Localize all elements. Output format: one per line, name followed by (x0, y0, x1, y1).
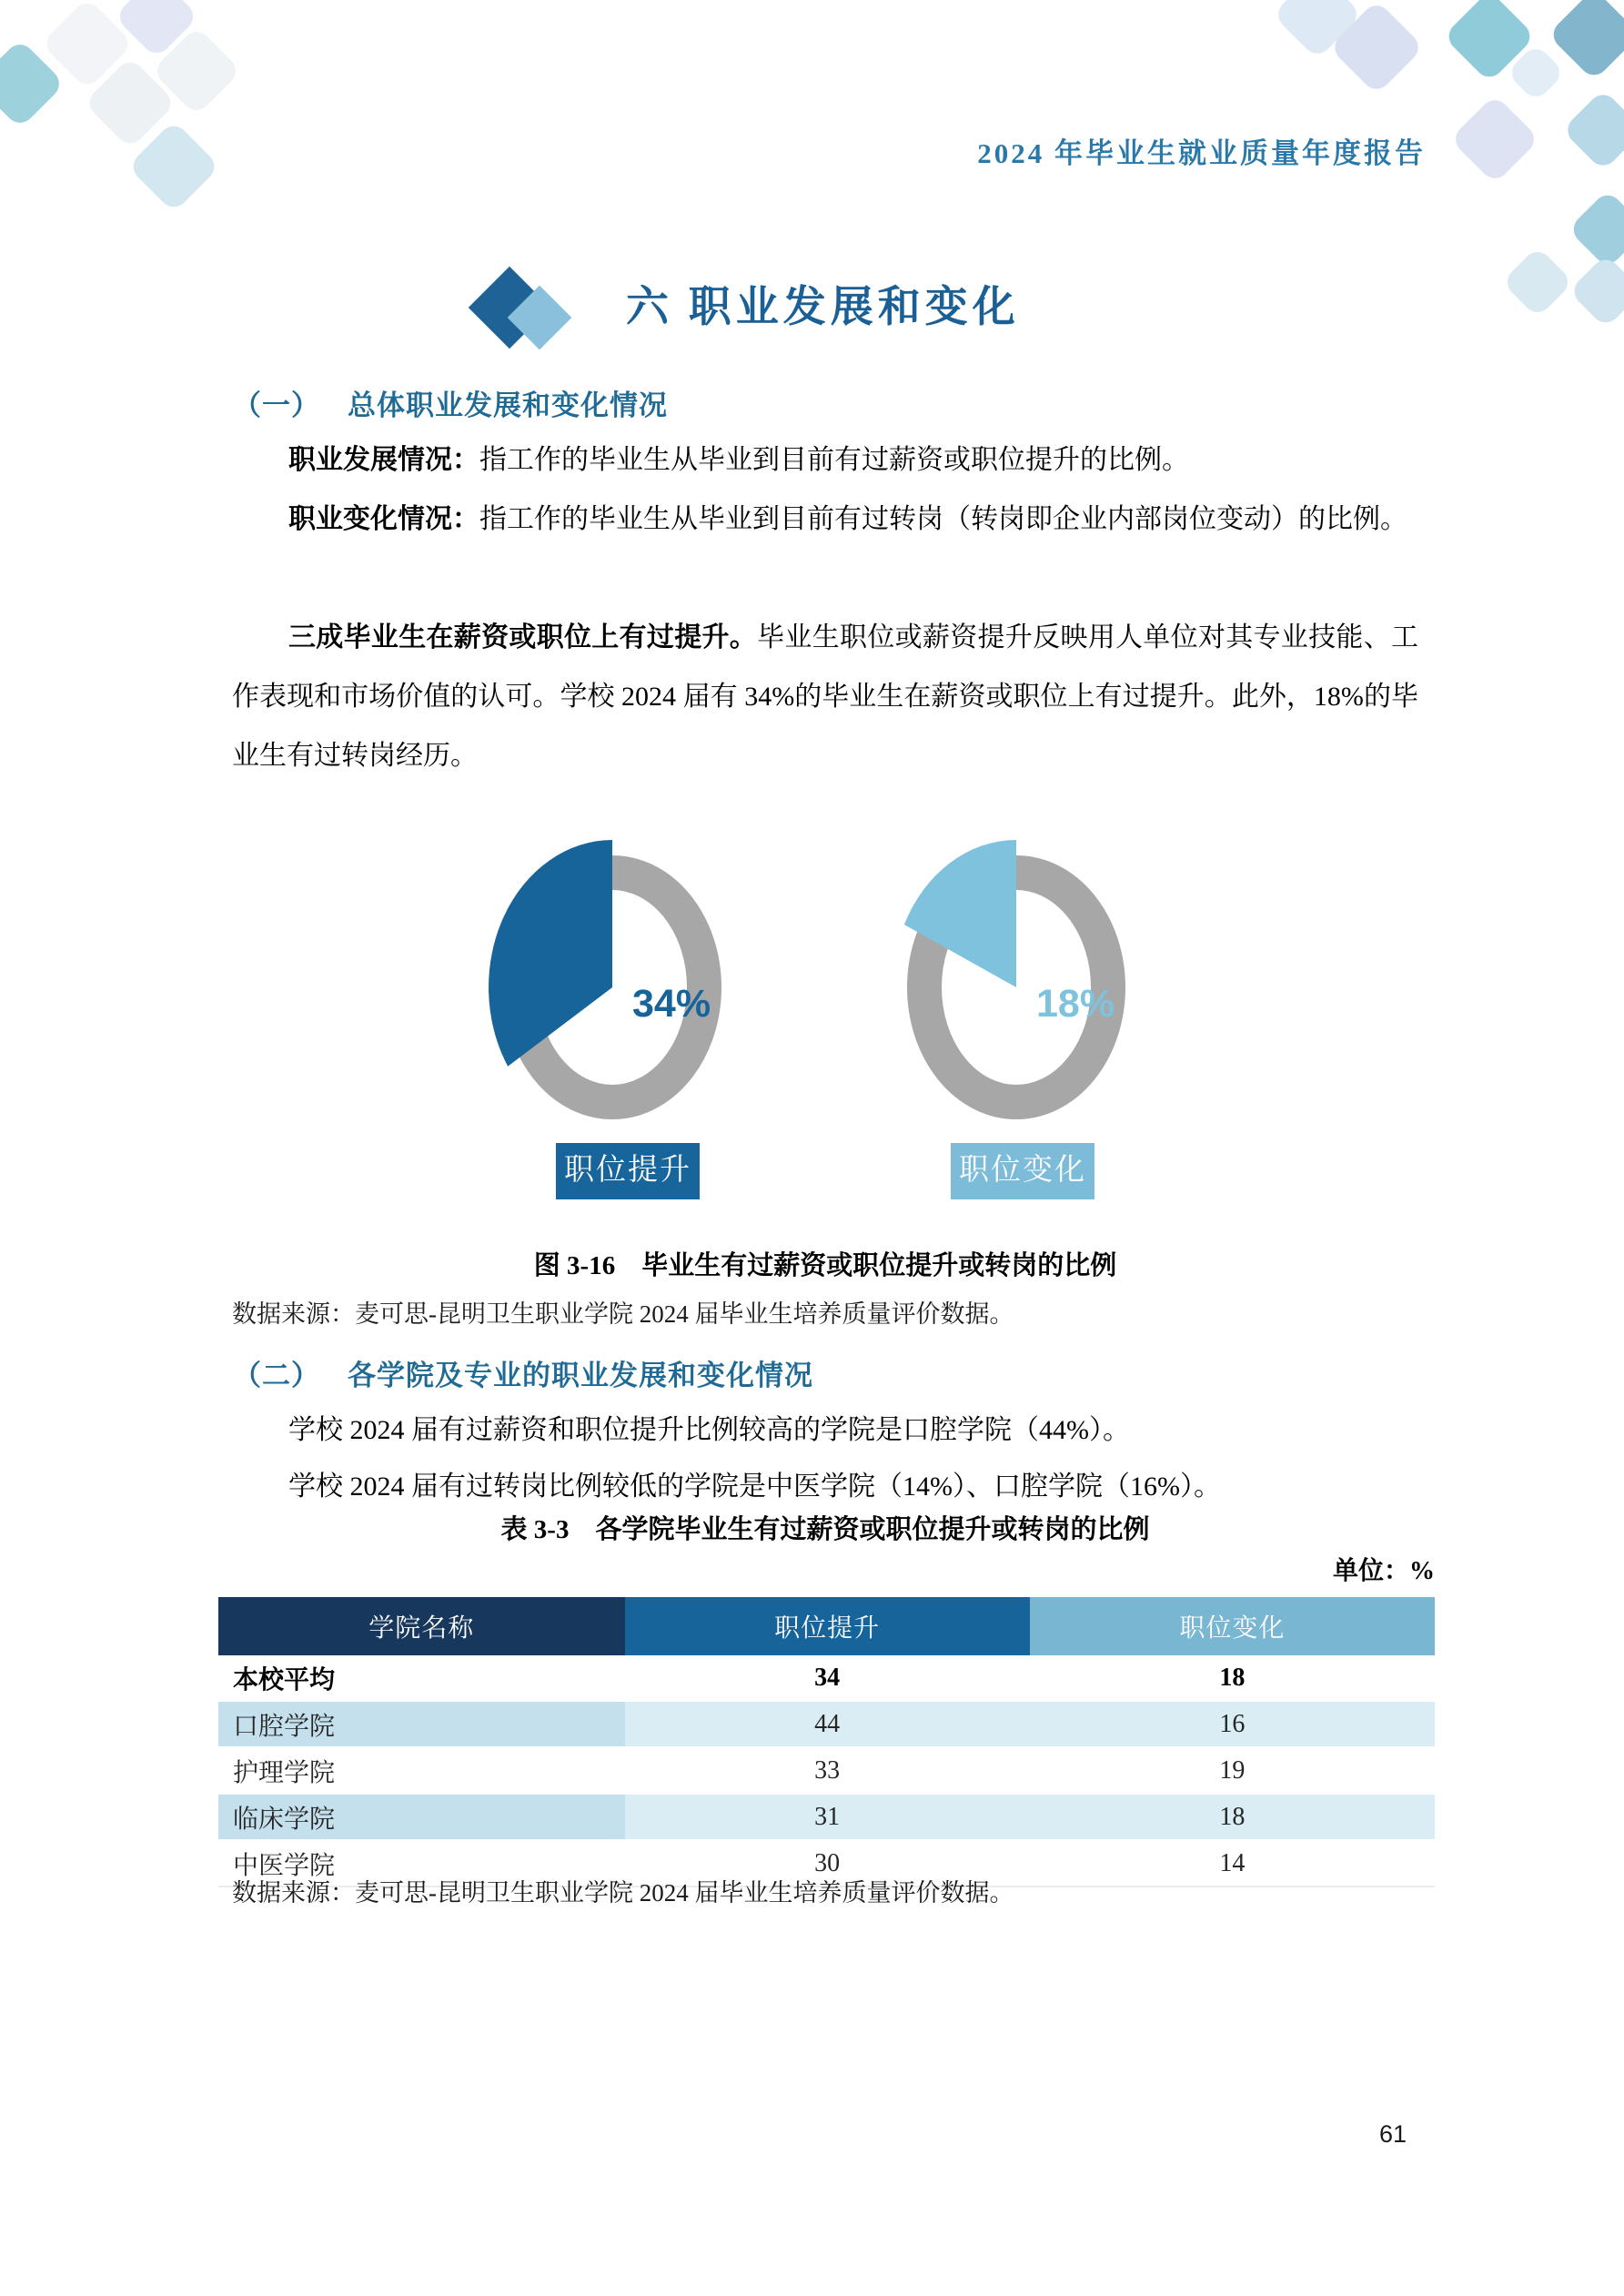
donut-wedge-promotion (489, 840, 612, 1067)
col-header-college: 学院名称 (218, 1597, 625, 1655)
col-header-change: 职位变化 (1030, 1597, 1435, 1655)
paragraph-lead: 三成毕业生在薪资或职位上有过提升。 (288, 622, 758, 652)
paragraph-career-change: 职业变化情况：指工作的毕业生从毕业到目前有过转岗（转岗即企业内部岗位变动）的比例。 (288, 504, 1407, 534)
section-1-title: 总体职业发展和变化情况 (348, 389, 668, 421)
running-header: 2024 年毕业生就业质量年度报告 (977, 137, 1426, 169)
table-header-row (218, 1597, 1435, 1655)
chapter-title: 六 职业发展和变化 (626, 284, 1020, 331)
figure-caption: 图 3-16 毕业生有过薪资或职位提升或转岗的比例 (533, 1251, 1117, 1280)
section-2-number: （二） (233, 1360, 320, 1391)
table-row: 本校平均 34 18 (218, 1655, 1435, 1702)
legend-promotion: 职位提升 (556, 1143, 700, 1199)
donut-value-change: 18% (1036, 982, 1115, 1026)
chapter-title-row (0, 262, 1624, 371)
table-row: 护理学院 33 19 (218, 1748, 1435, 1795)
diamond-icon (473, 262, 600, 362)
decor-square (1568, 189, 1624, 269)
paragraph-lead: 职业变化情况： (288, 504, 479, 534)
table-row: 中医学院 30 14 (218, 1841, 1435, 1887)
section-2-title: 各学院及专业的职业发展和变化情况 (348, 1360, 813, 1391)
paragraph-highest-college: 学校 2024 届有过薪资和职位提升比例较高的学院是口腔学院（44%）。 (288, 1415, 1130, 1445)
paragraph-promotion-summary: 三成毕业生在薪资或职位上有过提升。毕业生职位或薪资提升反映用人单位对其专业技能、工作表现和市场价值的认可。学校 2024 届有 34%的毕业生在薪资或职位上有过提升。此外，18%的毕业生有过转岗经历。 (232, 622, 1419, 771)
decor-square (1562, 89, 1624, 172)
datasource-table: 数据来源：麦可思-昆明卫生职业学院 2024 届毕业生培养质量评价数据。 (232, 1879, 1014, 1907)
donut-value-promotion: 34% (632, 982, 711, 1026)
page-number: 61 (1379, 2120, 1407, 2148)
section-2-heading (233, 1352, 813, 1393)
donut-chart-change (862, 833, 1171, 1142)
table-row: 临床学院 31 18 (218, 1795, 1435, 1841)
table-unit: 单位：% (1332, 1557, 1435, 1585)
section-1-number: （一） (233, 389, 320, 421)
col-header-promotion: 职位提升 (625, 1597, 1030, 1655)
college-table (218, 1597, 1435, 1887)
paragraph-lowest-college: 学校 2024 届有过转岗比例较低的学院是中医学院（14%）、口腔学院（16%）。 (288, 1472, 1221, 1502)
table-row: 口腔学院 44 16 (218, 1702, 1435, 1748)
donut-chart-promotion (458, 833, 767, 1142)
paragraph-career-development: 职业发展情况：指工作的毕业生从毕业到目前有过薪资或职位提升的比例。 (288, 445, 1189, 475)
decor-square (1450, 95, 1540, 185)
table-caption: 表 3-3 各学院毕业生有过薪资或职位提升或转岗的比例 (500, 1515, 1150, 1544)
datasource-figure: 数据来源：麦可思-昆明卫生职业学院 2024 届毕业生培养质量评价数据。 (232, 1300, 1014, 1328)
legend-change: 职位变化 (951, 1143, 1094, 1199)
section-1-heading (233, 382, 668, 423)
paragraph-lead: 职业发展情况： (288, 445, 479, 475)
